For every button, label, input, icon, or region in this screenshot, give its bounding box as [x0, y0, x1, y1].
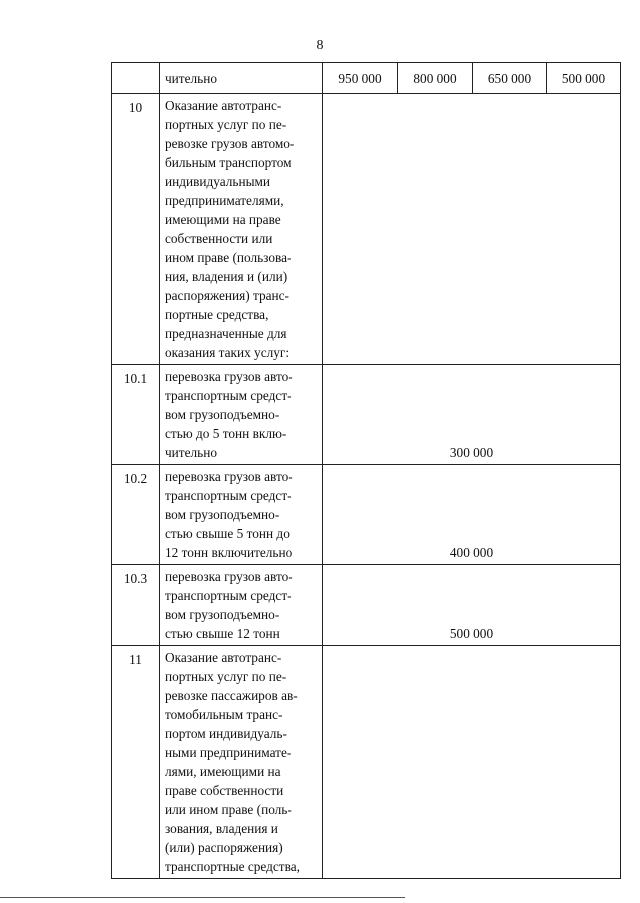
description-line: томобильным транс- — [165, 707, 283, 722]
description-line: портные средства, — [165, 307, 269, 322]
description-line: ревозке пассажиров ав- — [165, 688, 298, 703]
row-description — [160, 465, 323, 565]
description-line: распоряжения) транс- — [165, 288, 289, 303]
row-number — [112, 63, 160, 94]
row-number: 10.1 — [112, 365, 160, 465]
table-row-10-2 — [112, 465, 621, 565]
description-line: стью до 5 тонн вклю- — [165, 426, 287, 441]
description-line: предпринимателями, — [165, 193, 284, 208]
description-line: лями, имеющими на — [165, 764, 281, 779]
description-line: транспортным средст- — [165, 388, 292, 403]
description-line: вом грузоподъемно- — [165, 507, 280, 522]
description-line: портных услуг по пе- — [165, 117, 287, 132]
merged-value-cell: 500 000 — [323, 565, 621, 646]
table-row-10-1 — [112, 365, 621, 465]
description-line: транспортным средст- — [165, 488, 292, 503]
description-line: транспортным средст- — [165, 588, 292, 603]
description-line: зования, владения и — [165, 821, 278, 836]
merged-value-cell: 400 000 — [323, 465, 621, 565]
value-cell: 950 000 — [323, 63, 398, 94]
description-line: ином праве (пользова- — [165, 250, 292, 265]
description-line: ния, владения и (или) — [165, 269, 288, 284]
value-cell: 500 000 — [547, 63, 621, 94]
description-line: транспортные средства, — [165, 859, 300, 874]
description-line: 12 тонн включительно — [165, 545, 293, 560]
description-line: ными предпринимате- — [165, 745, 292, 760]
merged-value-cell: 300 000 — [323, 365, 621, 465]
description-line: вом грузоподъемно- — [165, 407, 280, 422]
description-line: перевозка грузов авто- — [165, 469, 293, 484]
tariff-table — [111, 62, 621, 879]
row-description — [160, 565, 323, 646]
description-line: портных услуг по пе- — [165, 669, 287, 684]
row-number: 10.2 — [112, 465, 160, 565]
description-line: собственности или — [165, 231, 273, 246]
value-cell: 650 000 — [473, 63, 547, 94]
merged-value-cell — [323, 646, 621, 879]
description-line: стью свыше 5 тонн до — [165, 526, 290, 541]
description-line: бильным транспортом — [165, 155, 292, 170]
table-row-10-3 — [112, 565, 621, 646]
description-line: перевозка грузов авто- — [165, 569, 293, 584]
description-line: (или) распоряжения) — [165, 840, 283, 855]
merged-value-cell — [323, 94, 621, 365]
description-line: чительно — [165, 445, 217, 460]
value-cell: 800 000 — [398, 63, 473, 94]
description-line: Оказание автотранс- — [165, 98, 282, 113]
row-number: 11 — [112, 646, 160, 879]
description-line: оказания таких услуг: — [165, 345, 290, 360]
description-line: чительно — [165, 70, 217, 86]
description-line: или ином праве (поль- — [165, 802, 292, 817]
footer-rule — [0, 897, 405, 898]
description-line: праве собственности — [165, 783, 284, 798]
description-line: вом грузоподъемно- — [165, 607, 280, 622]
row-description — [160, 646, 323, 879]
table-row-11 — [112, 646, 621, 879]
description-line: имеющими на праве — [165, 212, 281, 227]
description-line: перевозка грузов авто- — [165, 369, 293, 384]
row-number: 10 — [112, 94, 160, 365]
description-line: портом индивидуаль- — [165, 726, 287, 741]
description-line: индивидуальными — [165, 174, 271, 189]
row-description — [160, 63, 323, 94]
row-number: 10.3 — [112, 565, 160, 646]
description-line: ревозке грузов автомо- — [165, 136, 295, 151]
page-number: 8 — [316, 38, 324, 53]
description-line: предназначенные для — [165, 326, 287, 341]
row-description — [160, 365, 323, 465]
description-line: Оказание автотранс- — [165, 650, 282, 665]
table-row-10 — [112, 94, 621, 365]
row-description — [160, 94, 323, 365]
table-row-continuation — [112, 63, 621, 94]
description-line: стью свыше 12 тонн — [165, 626, 280, 641]
